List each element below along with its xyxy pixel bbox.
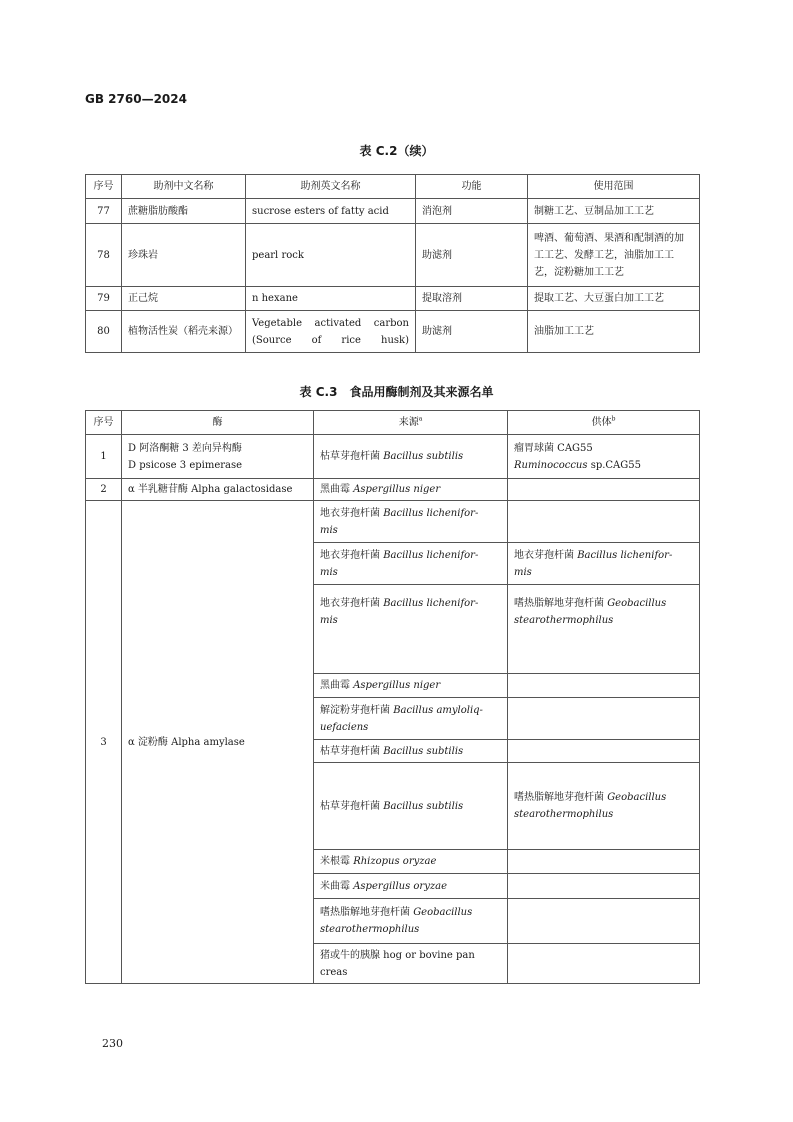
donor-cell bbox=[508, 740, 700, 763]
col-header-source: 来源$^a$ bbox=[314, 411, 508, 435]
donor-cell bbox=[508, 479, 700, 501]
en-name-cell: Vegetable activated carbon (Source of rice husk) bbox=[246, 311, 416, 353]
col-header-enzyme: 酶 bbox=[122, 411, 314, 435]
table-row bbox=[86, 435, 700, 479]
cn-name-cell: 珍珠岩 bbox=[122, 224, 246, 287]
donor-cell bbox=[508, 899, 700, 944]
scope-cell: 提取工艺、大豆蛋白加工工艺 bbox=[528, 287, 700, 311]
source-cell: 黑曲霉 Aspergillus niger bbox=[314, 479, 508, 501]
donor-cell bbox=[508, 874, 700, 899]
source-cell: 地衣芽孢杆菌 Bacillus lichenifor- mis bbox=[314, 585, 508, 674]
col-header-no: 序号 bbox=[86, 411, 122, 435]
cn-name-cell: 正己烷 bbox=[122, 287, 246, 311]
function-cell: 提取溶剂 bbox=[416, 287, 528, 311]
table-row bbox=[86, 287, 700, 311]
table-c2-caption: 表 C.2（续） bbox=[359, 144, 434, 158]
source-cell: 地衣芽孢杆菌 Bacillus lichenifor- mis bbox=[314, 543, 508, 585]
donor-cell bbox=[508, 501, 700, 543]
table-c2 bbox=[85, 174, 700, 353]
table-row bbox=[86, 224, 700, 287]
source-cell: 米根霉 Rhizopus oryzae bbox=[314, 850, 508, 874]
donor-cell: 嗜热脂解地芽孢杆菌 Geobacillus stearothermophilus bbox=[508, 763, 700, 850]
table-row bbox=[86, 311, 700, 353]
row-no: 78 bbox=[86, 224, 122, 287]
function-cell: 助滤剂 bbox=[416, 311, 528, 353]
source-cell: 黑曲霉 Aspergillus niger bbox=[314, 674, 508, 698]
table-row bbox=[86, 199, 700, 224]
function-cell: 消泡剂 bbox=[416, 199, 528, 224]
table-c3 bbox=[85, 410, 700, 984]
source-cell: 地衣芽孢杆菌 Bacillus lichenifor- mis bbox=[314, 501, 508, 543]
source-cell: 猪或牛的胰腺 hog or bovine pan creas bbox=[314, 944, 508, 984]
source-cell: 枯草芽孢杆菌 Bacillus subtilis bbox=[314, 435, 508, 479]
col-header-donor: 供体$^b$ bbox=[508, 411, 700, 435]
source-cell: 解淀粉芽孢杆菌 Bacillus amyloliq- uefaciens bbox=[314, 698, 508, 740]
row-no: 1 bbox=[86, 435, 122, 479]
en-name-cell: pearl rock bbox=[246, 224, 416, 287]
table-row bbox=[86, 501, 700, 543]
scope-cell: 制糖工艺、豆制品加工工艺 bbox=[528, 199, 700, 224]
donor-cell: 地衣芽孢杆菌 Bacillus lichenifor- mis bbox=[508, 543, 700, 585]
row-no: 3 bbox=[86, 501, 122, 984]
scope-cell: 油脂加工工艺 bbox=[528, 311, 700, 353]
cn-name-cell: 蔗糖脂肪酸酯 bbox=[122, 199, 246, 224]
donor-cell: 瘤胃球菌 CAG55 Ruminococcus sp.CAG55 bbox=[508, 435, 700, 479]
row-no: 79 bbox=[86, 287, 122, 311]
enzyme-cell: α 淀粉酶 Alpha amylase bbox=[122, 501, 314, 984]
en-name-cell: n hexane bbox=[246, 287, 416, 311]
table-row bbox=[86, 479, 700, 501]
footnote-marker: a bbox=[418, 415, 423, 423]
source-cell: 米曲霉 Aspergillus oryzae bbox=[314, 874, 508, 899]
function-cell: 助滤剂 bbox=[416, 224, 528, 287]
col-header-cn-name: 助剂中文名称 bbox=[122, 175, 246, 199]
donor-cell bbox=[508, 674, 700, 698]
source-cell: 枯草芽孢杆菌 Bacillus subtilis bbox=[314, 740, 508, 763]
enzyme-cell: D 阿洛酮糖 3 差向异构酶 D psicose 3 epimerase bbox=[122, 435, 314, 479]
col-header-function: 功能 bbox=[416, 175, 528, 199]
col-header-scope: 使用范围 bbox=[528, 175, 700, 199]
standard-number: GB 2760—2024 bbox=[85, 92, 187, 106]
enzyme-cell: α 半乳糖苷酶 Alpha galactosidase bbox=[122, 479, 314, 501]
table-c3-caption: 表 C.3 食品用酶制剂及其来源名单 bbox=[299, 385, 494, 399]
scope-cell: 啤酒、葡萄酒、果酒和配制酒的加工工艺、发酵工艺，油脂加工工艺，淀粉糖加工工艺 bbox=[528, 224, 700, 287]
row-no: 77 bbox=[86, 199, 122, 224]
row-no: 80 bbox=[86, 311, 122, 353]
row-no: 2 bbox=[86, 479, 122, 501]
donor-cell bbox=[508, 850, 700, 874]
en-name-cell: sucrose esters of fatty acid bbox=[246, 199, 416, 224]
donor-cell: 嗜热脂解地芽孢杆菌 Geobacillus stearothermophilus bbox=[508, 585, 700, 674]
source-cell: 枯草芽孢杆菌 Bacillus subtilis bbox=[314, 763, 508, 850]
page-number: 230 bbox=[102, 1037, 123, 1050]
footnote-marker: b bbox=[611, 415, 616, 423]
donor-cell bbox=[508, 698, 700, 740]
source-cell: 嗜热脂解地芽孢杆菌 Geobacillus stearothermophilus bbox=[314, 899, 508, 944]
col-header-en-name: 助剂英文名称 bbox=[246, 175, 416, 199]
cn-name-cell: 植物活性炭（稻壳来源） bbox=[122, 311, 246, 353]
donor-cell bbox=[508, 944, 700, 984]
col-header-no: 序号 bbox=[86, 175, 122, 199]
